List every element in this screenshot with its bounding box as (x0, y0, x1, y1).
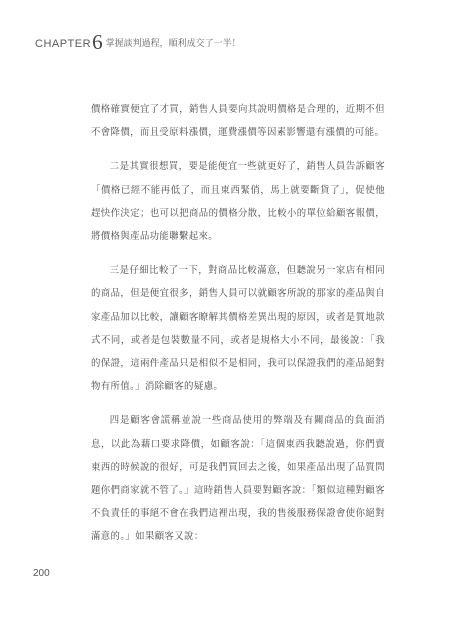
paragraph: 價格確實便宜了才買，銷售人員要向其說明價格是合理的，近期不但不會降價，而且受原料漲價，運費漲價等因素影響還有漲價的可能。 (91, 104, 385, 139)
paragraph: 二是其實很想買，要是能便宜一些就更好了，銷售人員告訴顧客「價格已經不能再低了，而且東西緊俏，馬上就要斷貨了」，促使他趕快作決定；也可以把商品的價格分散，比較小的單位給顧客報價，將價格與產品功能聯繫起來。 (91, 161, 385, 243)
body-text (91, 98, 385, 549)
running-header (35, 26, 241, 54)
chapter-number: 6 (92, 30, 103, 54)
chapter-title: 掌握談判過程，順利成交了一半！ (105, 39, 241, 49)
paragraph: 三是仔細比較了一下，對商品比較滿意，但聽說另一家店有相同的商品，但是便宜很多，銷售人員可以就顧客所說的那家的產品與自家產品加以比較，讓顧客瞭解其價格差異出現的原因，或者是質地款式不同，或者是包裝數量不同，或者是規格大小不同，最後說：「我的保證，這兩件產品只是相似不是相同，我可以保證我們的產品絕對物有所值。」消除顧客的疑慮。 (91, 265, 385, 393)
chapter-label: CHAPTER (35, 38, 92, 50)
page-number: 200 (33, 568, 50, 579)
paragraph: 四是顧客會謊稱並說一些商品使用的弊端及有關商品的負面消息，以此為藉口要求降價，如顧客說：「這個東西我聽說過，你們賣東西的時候說的很好，可是我們買回去之後，如果產品出現了品質問題你們商家就不管了。」這時銷售人員要對顧客說：「類似這種對顧客不負責任的事絕不會在我們這裡出現，我的售後服務保證會使你絕對滿意的。」如果顧客又說： (91, 415, 385, 543)
